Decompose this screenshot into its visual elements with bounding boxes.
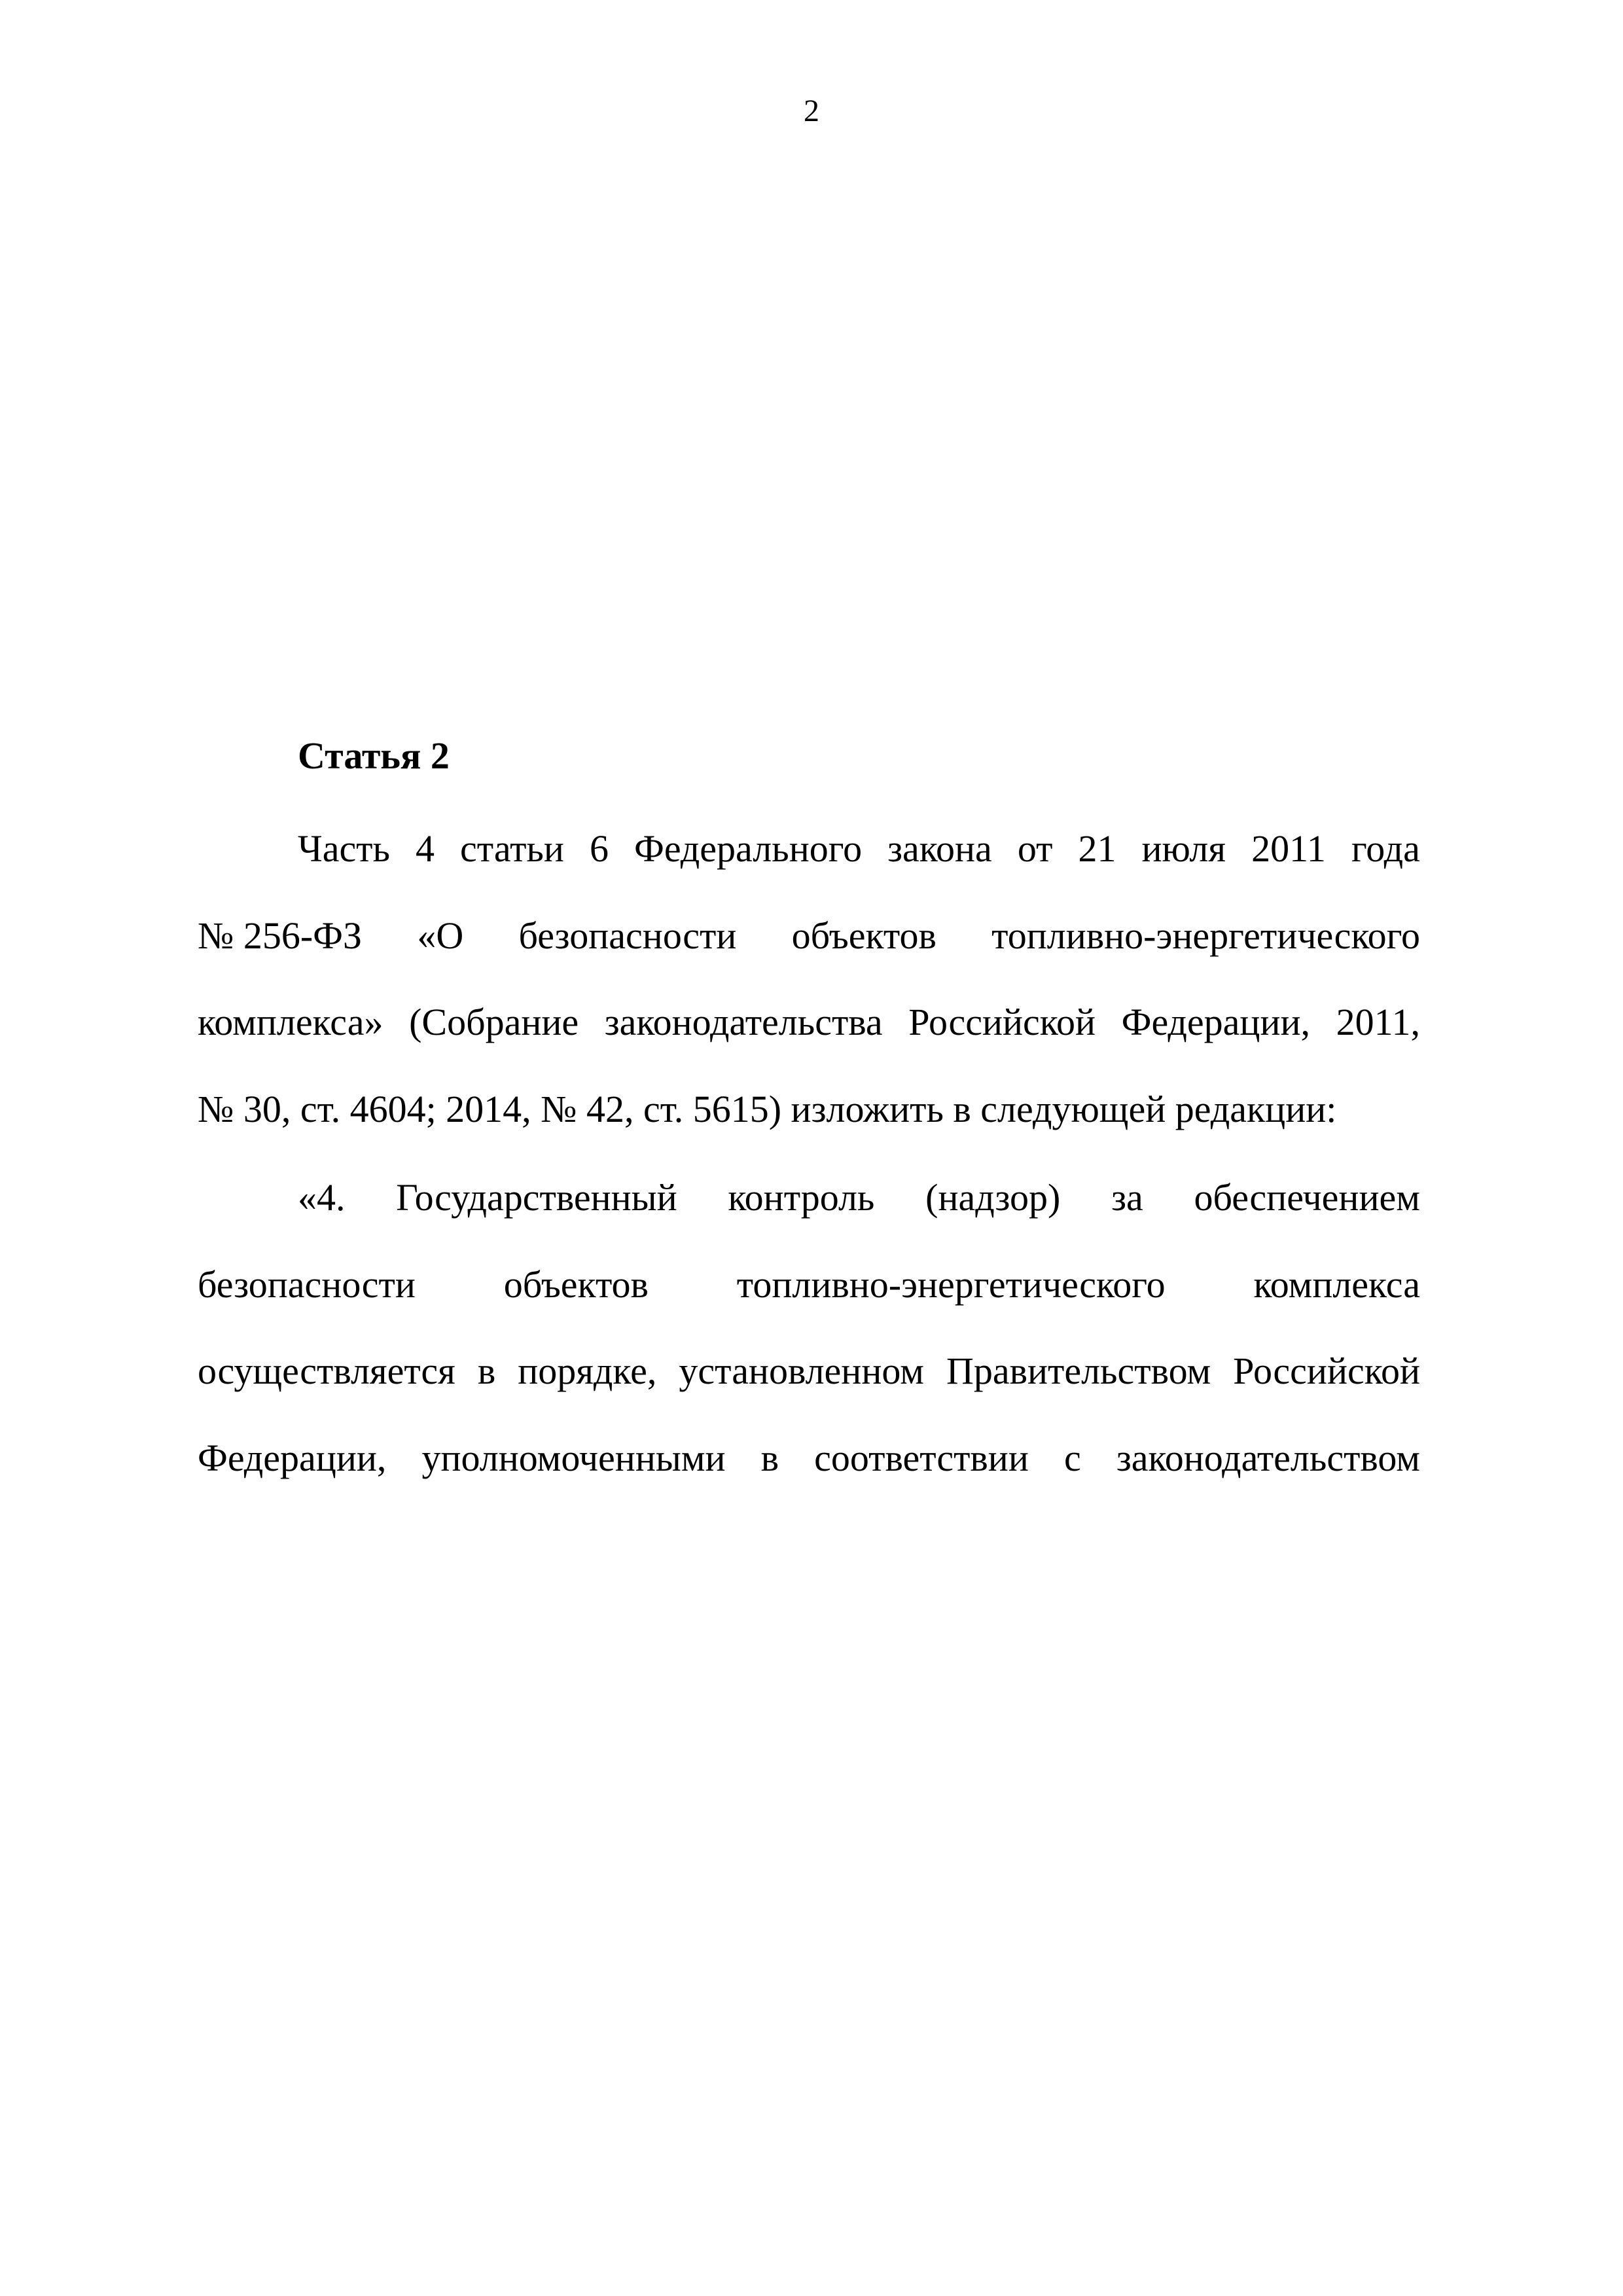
word: в [477,1350,496,1392]
page-number: 2 [804,94,819,128]
word: Федерации, [1121,1001,1311,1043]
word: топливно-энергетического [991,914,1420,957]
word: года [1351,827,1420,870]
word: 21 [1078,827,1116,870]
text-line [198,1262,1420,1308]
word: «4. [298,1176,346,1219]
word: 6 [589,827,609,870]
word: объектов [503,1263,649,1306]
word: законодательства [604,1001,883,1043]
word: уполномоченными [421,1437,726,1479]
word: осуществляется [198,1350,455,1392]
word: за [1111,1176,1143,1219]
word: «О [417,914,464,957]
word: законодательством [1116,1437,1420,1479]
word: порядке, [518,1350,657,1392]
word: обеспечением [1194,1176,1420,1219]
word: топливно-энергетического [736,1263,1166,1306]
word: статьи [460,827,564,870]
word: соответствии [814,1437,1029,1479]
word: № 256-ФЗ [198,914,363,957]
text-line [198,913,1420,959]
word: Правительством [946,1350,1211,1392]
word: с [1063,1437,1081,1479]
text-line [298,1175,1420,1221]
word: Российской [1233,1350,1420,1392]
word: комплекса [1253,1263,1420,1306]
text-line [298,826,1420,872]
article-heading: Статья 2 [298,734,450,777]
word: от [1017,827,1053,870]
word: Государственный [396,1176,677,1219]
word: июля [1141,827,1226,870]
word: Российской [908,1001,1096,1043]
text-line: № 30, ст. 4604; 2014, № 42, ст. 5615) изложить в следующей редакции: [198,1088,1337,1130]
word: (надзор) [925,1176,1061,1219]
word: установленном [679,1350,924,1392]
text-line [198,999,1420,1045]
word: в [760,1437,779,1479]
word: контроль [728,1176,875,1219]
text-line [198,1348,1420,1394]
word: закона [887,827,992,870]
word: Федерального [634,827,863,870]
word: Часть [298,827,390,870]
word: (Собрание [409,1001,579,1043]
text-line [198,1435,1420,1481]
word: объектов [791,914,936,957]
word: безопасности [518,914,737,957]
word: безопасности [198,1263,416,1306]
word: Федерации, [198,1437,387,1479]
word: комплекса» [198,1001,383,1043]
word: 2011 [1251,827,1326,870]
word: 2011, [1336,1001,1420,1043]
word: 4 [416,827,435,870]
